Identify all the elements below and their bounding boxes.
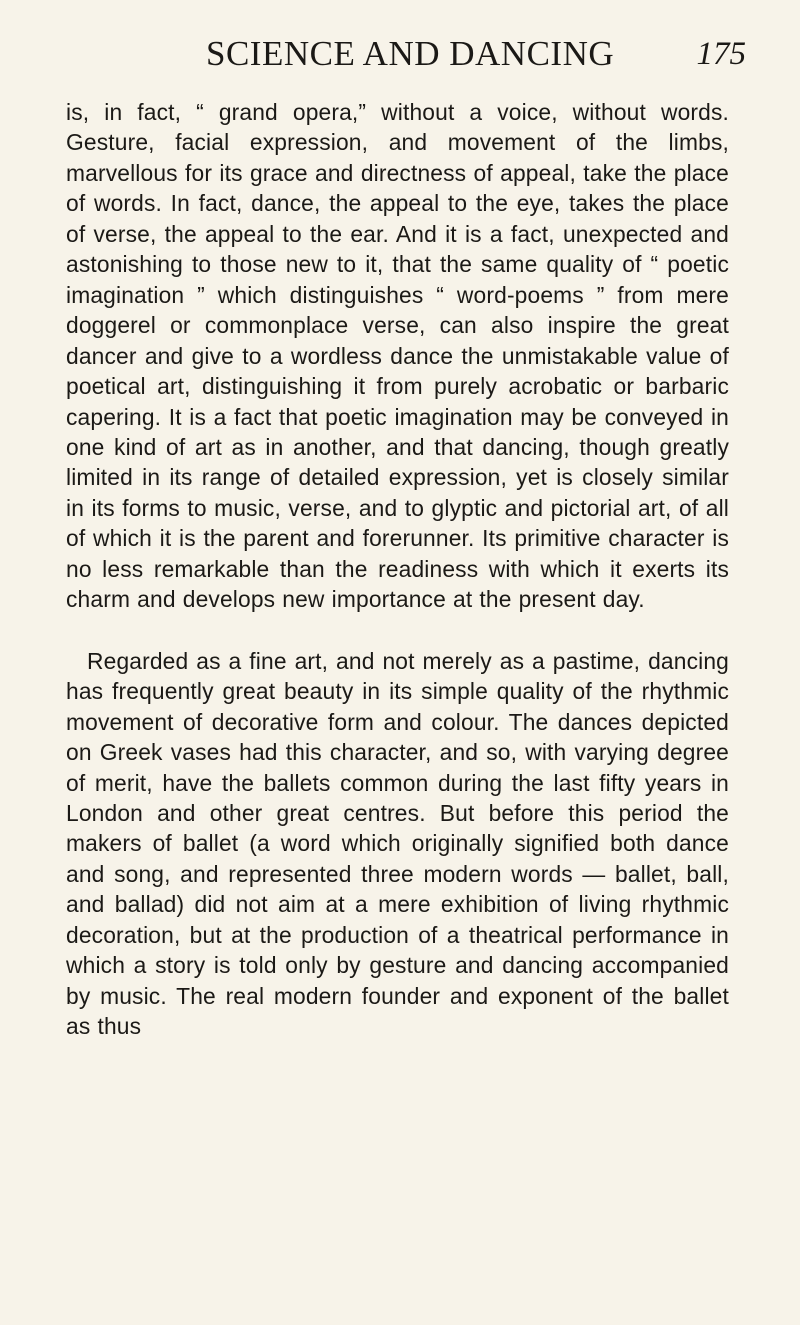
running-head (66, 30, 746, 78)
running-title: SCIENCE AND DANCING (206, 34, 615, 73)
paragraph-opera-and-poetic-imagination: is, in fact, “ grand opera,” without a voice, without words. Gesture, facial expression, and movement of the limbs, marvellous for its grace and directness of appeal, take the place of words. In fact, dance, the appeal to the eye, takes the place of verse, the appeal to the ear. And it is a fact, unexpected and astonishing to those new to it, that the same quality of “ poetic imagination ” which distinguishes “ word-poems ” from mere doggerel or commonplace verse, can also inspire the great dancer and give to a wordless dance the unmistakable value of poetical art, distinguishing it from purely acrobatic or barbaric capering. It is a fact that poetic imagination may be conveyed in one kind of art as in another, and that dancing, though greatly limited in its range of detailed expression, yet is closely similar in its forms to music, verse, and to glyptic and pictorial art, of all of which it is the parent and forerunner. Its primitive character is no less remarkable than the readiness with which it exerts its charm and develops new importance at the present day. (66, 99, 729, 613)
paragraph-ballet-history: Regarded as a fine art, and not merely as a pastime, dancing has frequently great beauty in its simple quality of the rhythmic movement of decorative form and colour. The dances depicted on Greek vases had this character, and so, with varying degree of merit, have the ballets common during the last fifty years in London and other great centres. But before this period the makers of ballet (a word which originally signified both dance and song, and represented three modern words — ballet, ball, and ballad) did not aim at a mere exhibition of living rhythmic decoration, but at the production of a theatrical performance in which a story is told only by gesture and dancing accompanied by music. The real modern founder and exponent of the ballet as thus (66, 647, 729, 1040)
body-text (66, 97, 729, 1042)
page-number: 175 (696, 36, 746, 72)
